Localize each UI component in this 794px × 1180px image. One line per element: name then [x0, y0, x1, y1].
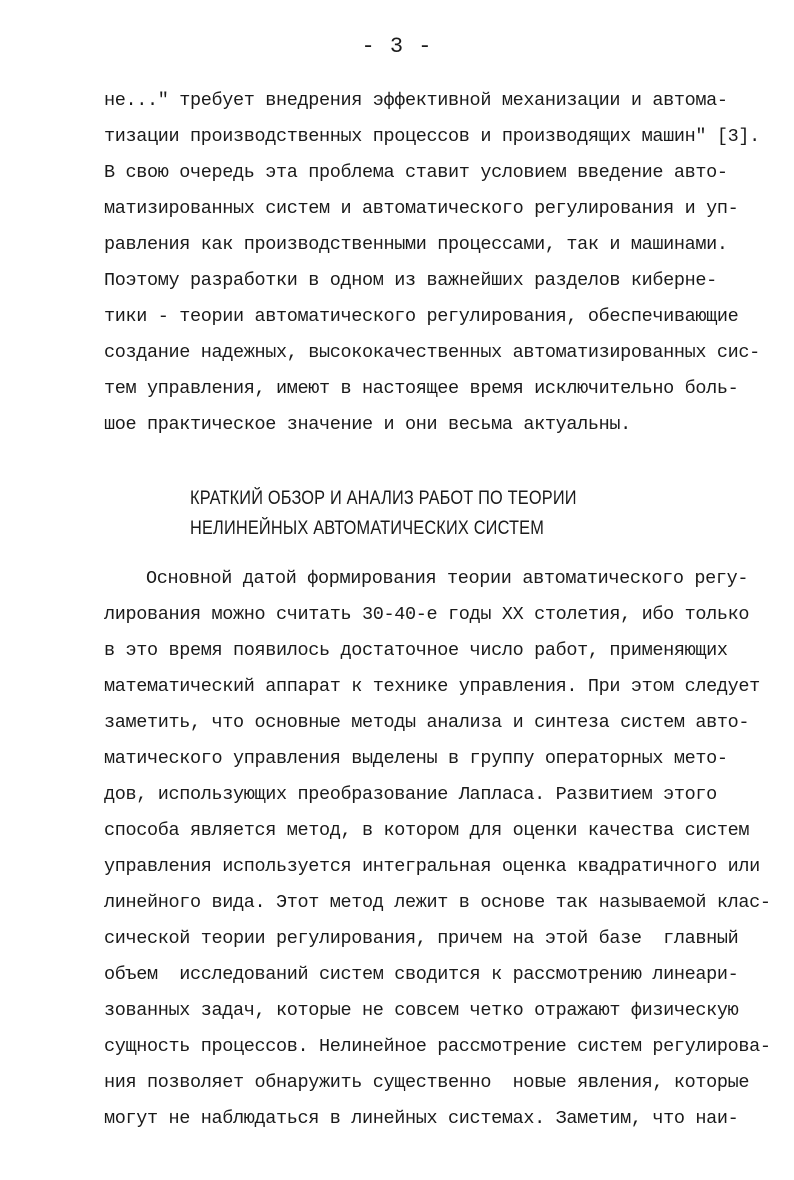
- text-line: зованных задач, которые не совсем четко отражают физическую: [104, 1000, 739, 1021]
- text-line: матизированных систем и автоматического регулирования и уп-: [104, 198, 739, 219]
- paragraph-continuation: [104, 83, 760, 443]
- text-line: тизации производственных процессов и производящих машин" [3].: [104, 126, 760, 147]
- text-line: равления как производственными процессами, так и машинами.: [104, 234, 728, 255]
- text-line: линейного вида. Этот метод лежит в основе так называемой клас-: [104, 892, 771, 913]
- text-line: не..." требует внедрения эффективной механизации и автома-: [104, 90, 728, 111]
- text-line: способа является метод, в котором для оценки качества систем: [104, 820, 750, 841]
- text-line: в это время появилось достаточное число работ, применяющих: [104, 640, 728, 661]
- text-line: матического управления выделены в группу операторных мето-: [104, 748, 728, 769]
- heading-line: КРАТКИЙ ОБЗОР И АНАЛИЗ РАБОТ ПО ТЕОРИИ: [190, 488, 577, 509]
- text-line: лирования можно считать 30-40-е годы XX столетия, ибо только: [104, 604, 750, 625]
- text-line: математический аппарат к технике управления. При этом следует: [104, 676, 760, 697]
- text-line: тики - теории автоматического регулирования, обеспечивающие: [104, 306, 739, 327]
- text-line: заметить, что основные методы анализа и синтеза систем авто-: [104, 712, 750, 733]
- text-line: Основной датой формирования теории автоматического регу-: [146, 568, 749, 589]
- text-line: сущность процессов. Нелинейное рассмотрение систем регулирова-: [104, 1036, 771, 1057]
- text-line: шое практическое значение и они весьма актуальны.: [104, 414, 631, 435]
- paragraph-overview: [104, 561, 771, 1137]
- section-heading: [190, 484, 640, 544]
- heading-line: НЕЛИНЕЙНЫХ АВТОМАТИЧЕСКИХ СИСТЕМ: [190, 518, 545, 539]
- text-line: дов, использующих преобразование Лапласа. Развитием этого: [104, 784, 717, 805]
- text-line: тем управления, имеют в настоящее время исключительно боль-: [104, 378, 739, 399]
- text-line: управления используется интегральная оценка квадратичного или: [104, 856, 760, 877]
- text-line: Поэтому разработки в одном из важнейших разделов киберне-: [104, 270, 717, 291]
- text-line: сической теории регулирования, причем на этой базе главный: [104, 928, 739, 949]
- text-line: В свою очередь эта проблема ставит условием введение авто-: [104, 162, 728, 183]
- text-line: создание надежных, высококачественных автоматизированных сис-: [104, 342, 760, 363]
- page-number: - 3 -: [361, 34, 433, 59]
- text-line: ния позволяет обнаружить существенно новые явления, которые: [104, 1072, 750, 1093]
- text-line: объем исследований систем сводится к рассмотрению линеари-: [104, 964, 739, 985]
- text-line: могут не наблюдаться в линейных системах. Заметим, что наи-: [104, 1108, 739, 1129]
